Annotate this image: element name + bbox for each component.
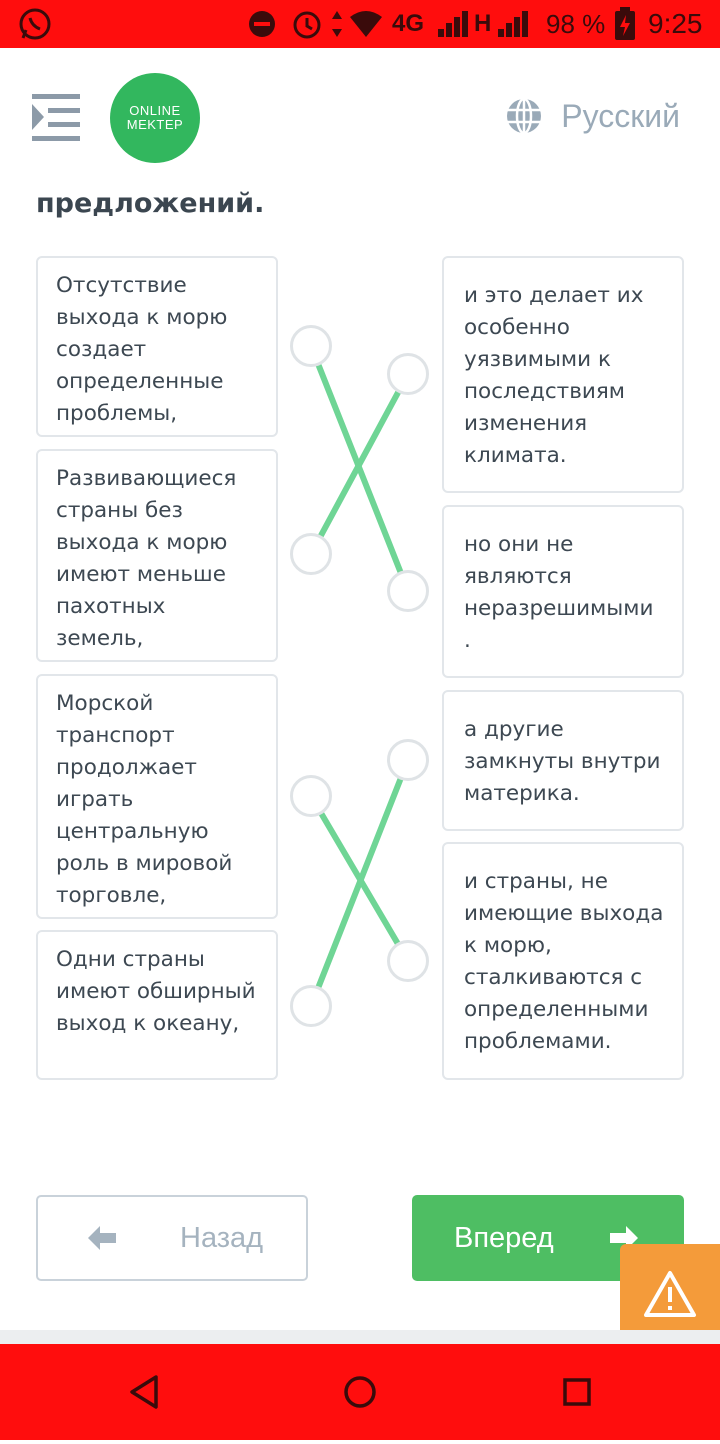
left-connector-dot[interactable] — [290, 533, 332, 575]
do-not-disturb-icon — [246, 0, 278, 48]
right-item-text: а другие замкнуты внутри материка. — [464, 717, 661, 806]
task-title: предложений. — [36, 188, 265, 219]
arrow-left-icon — [86, 1224, 120, 1252]
back-button[interactable] — [36, 1195, 308, 1281]
left-item[interactable] — [36, 674, 278, 919]
left-connector-dot[interactable] — [290, 775, 332, 817]
language-label: Русский — [561, 97, 680, 134]
right-connector-dot[interactable] — [387, 570, 429, 612]
nav-back-icon — [132, 1377, 156, 1407]
left-item-text: Морской транспорт продолжает играть центральную роль в мировой торговле, — [56, 691, 233, 908]
battery-percent: 98 % — [546, 8, 606, 39]
data-arrows-icon — [330, 0, 344, 48]
logo-line2: MEKTEP — [126, 117, 184, 132]
status-bar — [0, 0, 720, 48]
left-item[interactable] — [36, 930, 278, 1080]
right-item-text: но они не являются неразрешимыми . — [464, 532, 654, 653]
next-button-label: Вперед — [454, 1221, 554, 1254]
left-connector-dot[interactable] — [290, 985, 332, 1027]
page-bottom-edge — [0, 1330, 720, 1344]
right-item-text: и страны, не имеющие выхода к морю, сталкиваются с определенными проблемами. — [464, 869, 664, 1054]
right-item[interactable] — [442, 842, 684, 1080]
right-item[interactable] — [442, 505, 684, 678]
left-connector-dot[interactable] — [290, 325, 332, 367]
system-nav-bar — [0, 1344, 720, 1440]
back-button-label: Назад — [180, 1221, 264, 1254]
right-connector-dot[interactable] — [387, 353, 429, 395]
right-item[interactable] — [442, 256, 684, 493]
network-h: H — [474, 10, 492, 37]
signal-icon-2 — [496, 0, 530, 48]
network-type: 4G — [392, 10, 425, 37]
alarm-icon — [290, 0, 324, 48]
left-item-text: Одни страны имеют обширный выход к океану, — [56, 947, 256, 1036]
nav-home-icon — [346, 1378, 374, 1406]
nav-recents-icon — [565, 1380, 589, 1404]
right-connector-dot[interactable] — [387, 940, 429, 982]
clock: 9:25 — [648, 8, 703, 39]
left-item[interactable] — [36, 256, 278, 437]
wifi-icon — [348, 0, 384, 48]
left-item-text: Развивающиеся страны без выхода к морю имеют меньше пахотных земель, — [56, 466, 237, 651]
battery-icon — [614, 0, 636, 48]
report-issue-button[interactable] — [620, 1244, 720, 1344]
warning-icon — [643, 1269, 697, 1319]
right-item[interactable] — [442, 690, 684, 831]
right-item-text: и это делает их особенно уязвимыми к последствиям изменения климата. — [464, 283, 644, 468]
match-line — [311, 374, 408, 554]
left-item-text: Отсутствие выхода к морю создает определенные проблемы, — [56, 273, 228, 426]
right-connector-dot[interactable] — [387, 739, 429, 781]
whatsapp-icon — [16, 0, 54, 48]
left-item[interactable] — [36, 449, 278, 662]
signal-icon — [436, 0, 470, 48]
logo-line1: ONLINE — [129, 103, 181, 118]
app-screen — [0, 48, 720, 1330]
